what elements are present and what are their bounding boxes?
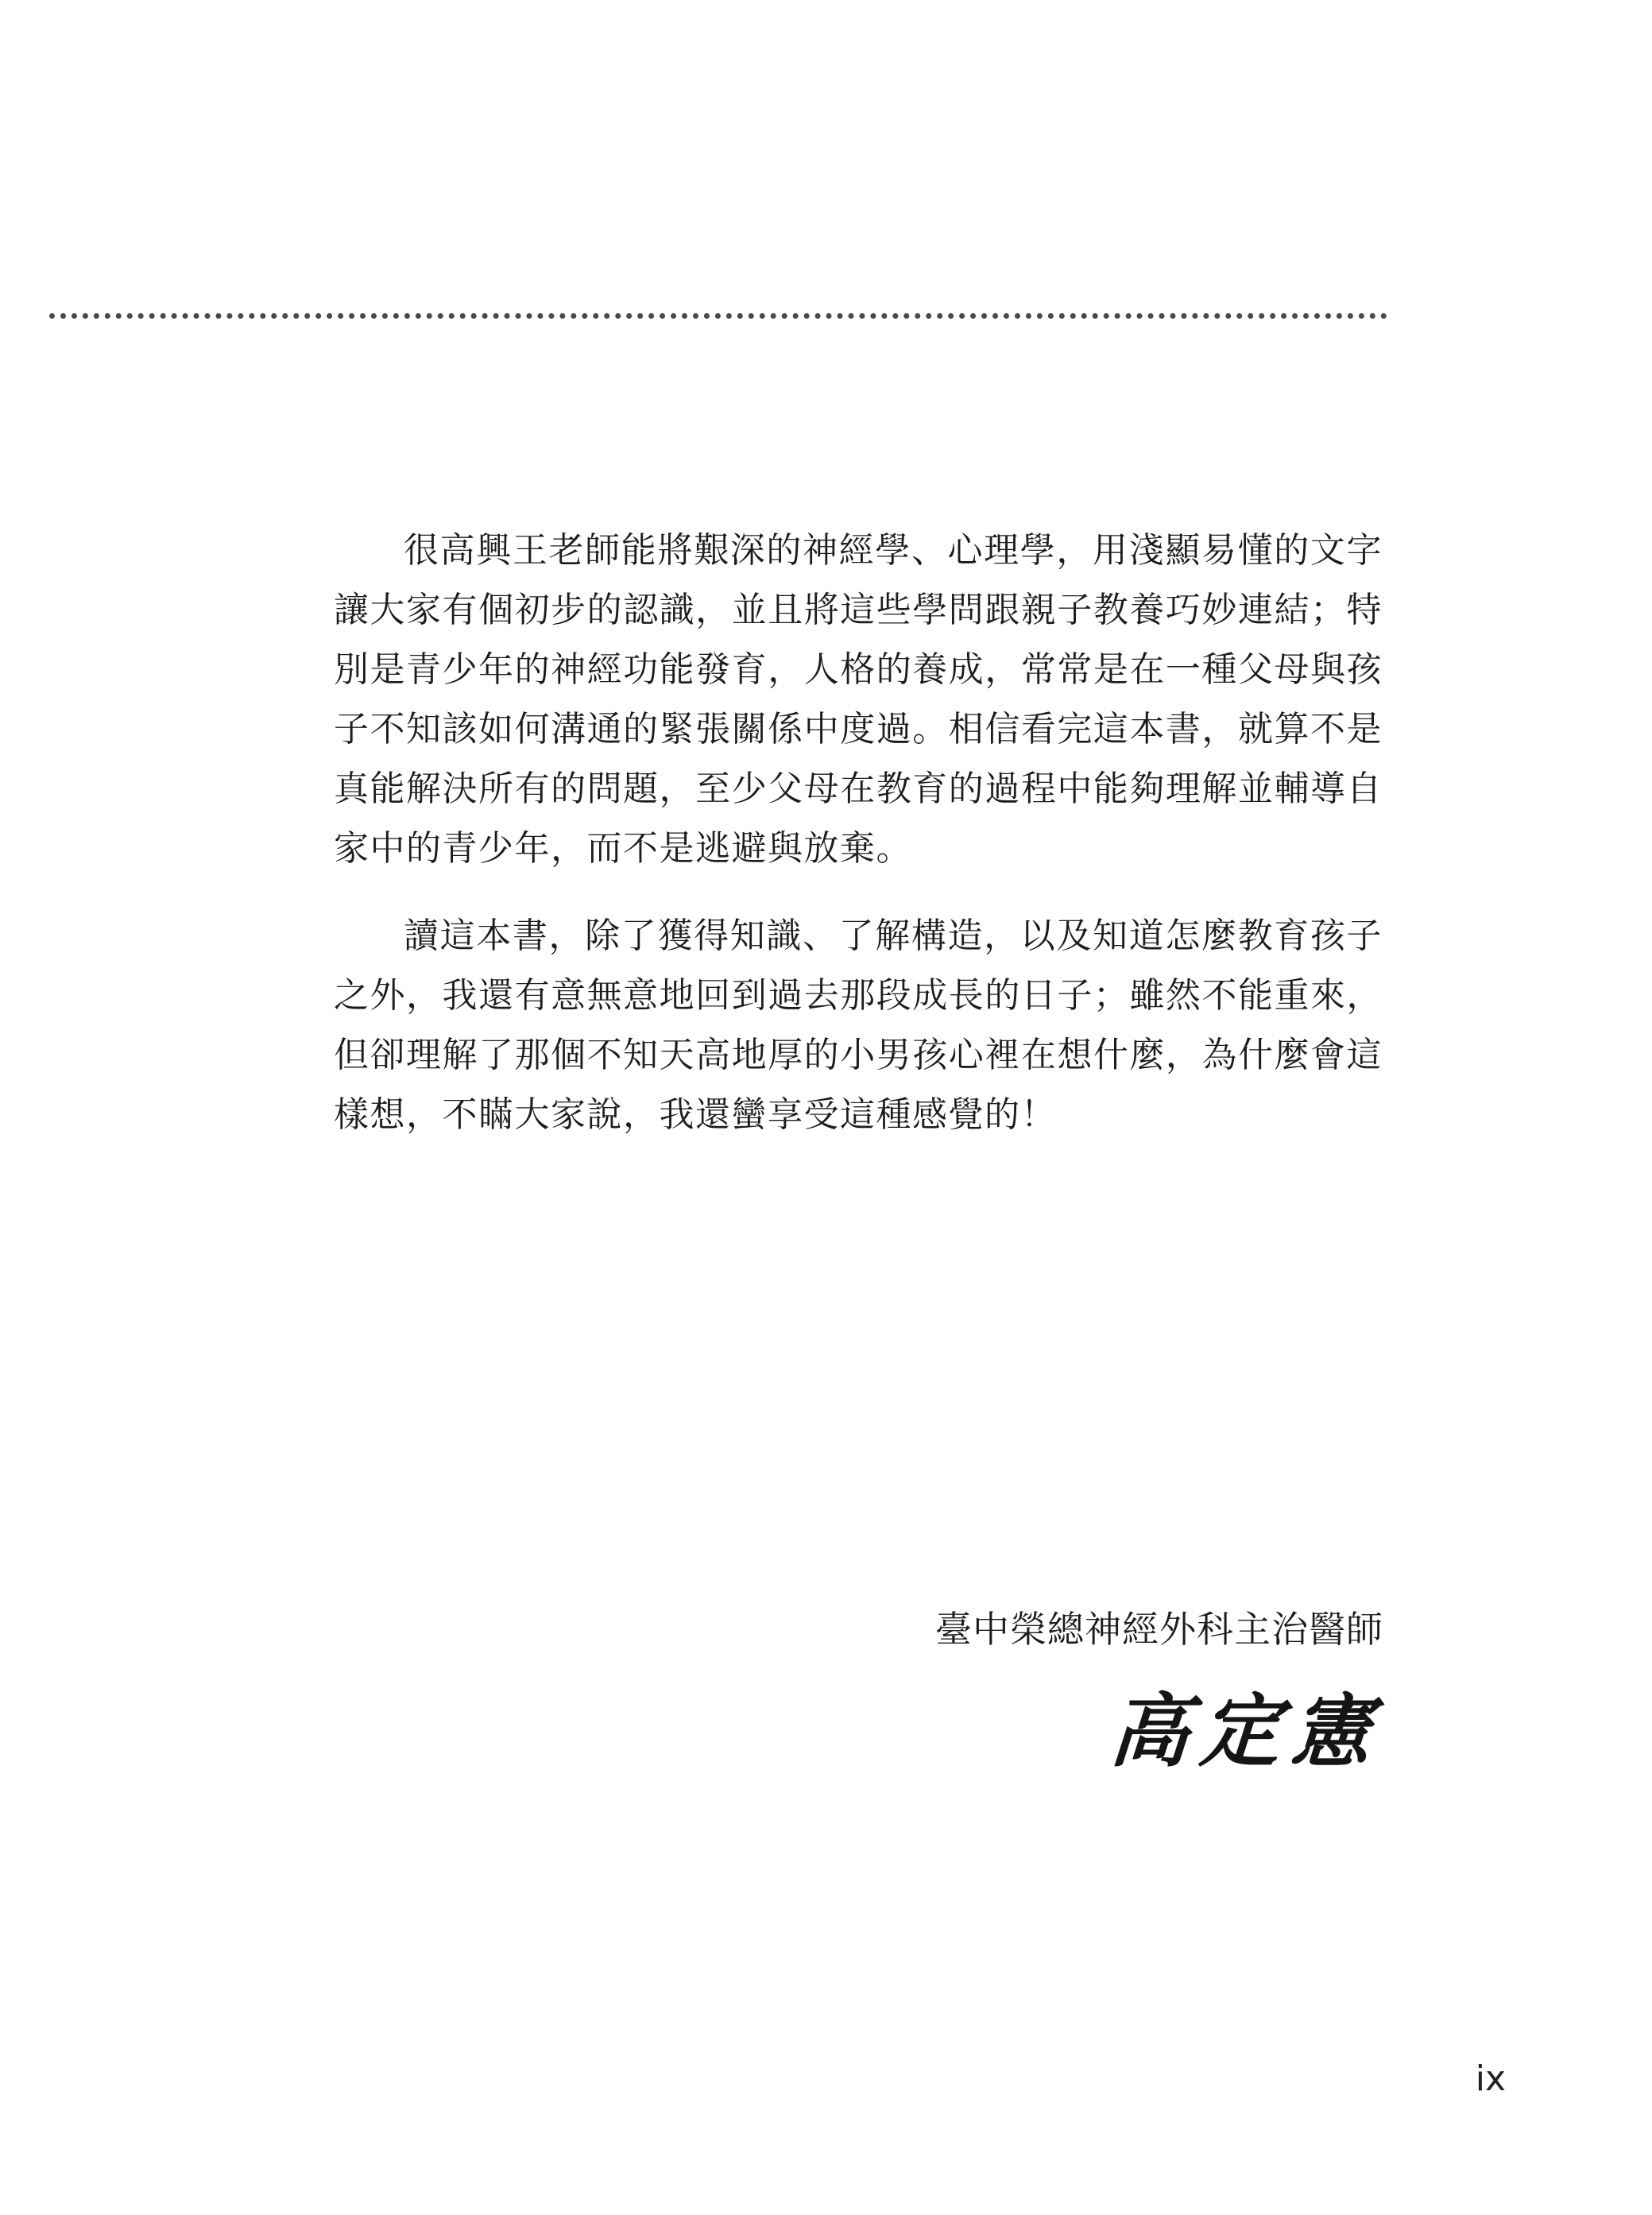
author-title: 臺中榮總神經外科主治醫師 <box>935 1608 1383 1651</box>
paragraph-1: 很高興王老師能將艱深的神經學、心理學，用淺顯易懂的文字讓大家有個初步的認識，並且將這些學問跟親子教養巧妙連結；特別是青少年的神經功能發育，人格的養成，常常是在一種父母與孩子不知該如何溝通的緊張關係中度過。相信看完這本書，就算不是真能解決所有的問題，至少父母在教育的過程中能夠理解並輔導自家中的青少年，而不是逃避與放棄。 <box>334 530 1383 869</box>
author-signature: 高定憲 <box>1106 1684 1386 1778</box>
paragraph-2: 讀這本書，除了獲得知識、了解構造，以及知道怎麼教育孩子之外，我還有意無意地回到過去那段成長的日子；雖然不能重來，但卻理解了那個不知天高地厚的小男孩心裡在想什麼，為什麼會這樣想，不瞞大家說，我還蠻享受這種感覺的！ <box>334 916 1383 1135</box>
page-number: ix <box>1475 2058 1506 2099</box>
dotted-divider <box>49 313 1387 319</box>
foreword-body <box>334 521 1383 1144</box>
